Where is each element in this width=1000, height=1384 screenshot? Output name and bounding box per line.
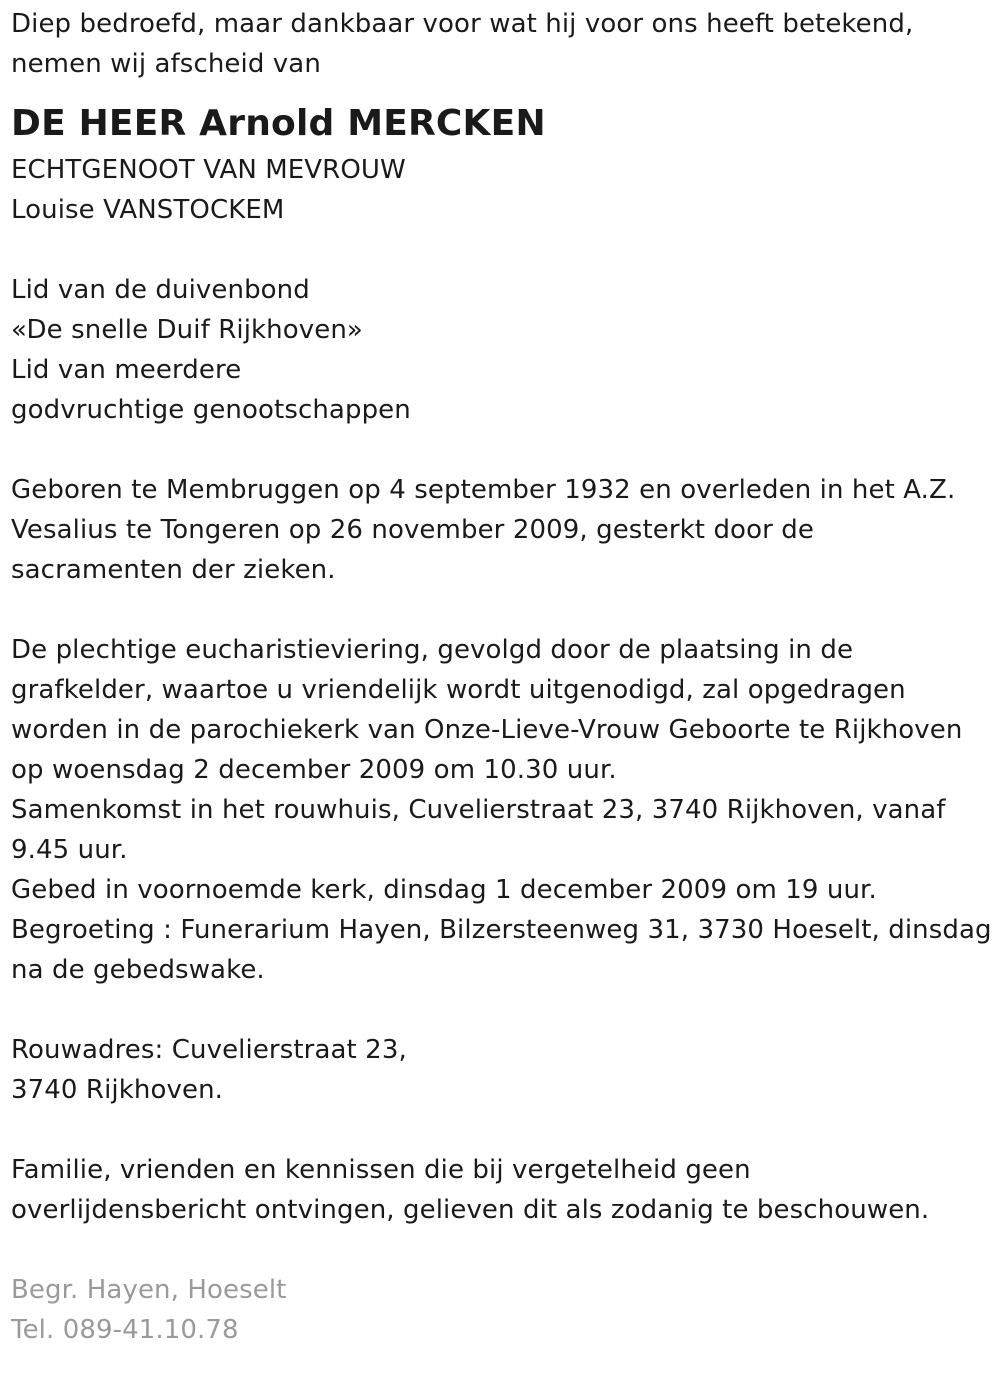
membership-line: Lid van meerdere [11, 355, 242, 385]
memberships-paragraph [11, 270, 996, 430]
ceremony-line: Samenkomst in het rouwhuis, Cuvelierstraat 23, 3740 Rijkhoven, vanaf [11, 795, 946, 825]
address-paragraph [11, 1030, 996, 1110]
spacer [11, 430, 996, 470]
deceased-name: DE HEER Arnold MERCKEN [11, 103, 546, 144]
notice-line: overlijdensbericht ontvingen, gelieven dit als zodanig te beschouwen. [11, 1195, 930, 1225]
birth-death-line: sacramenten der zieken. [11, 555, 336, 585]
spouse-label: ECHTGENOOT VAN MEVROUW [11, 155, 406, 185]
membership-line: Lid van de duivenbond [11, 275, 310, 305]
ceremony-line: worden in de parochiekerk van Onze-Lieve-Vrouw Geboorte te Rijkhoven [11, 715, 963, 745]
membership-line: godvruchtige genootschappen [11, 395, 411, 425]
birth-death-line: Vesalius te Tongeren op 26 november 2009, gesterkt door de [11, 515, 814, 545]
ceremony-line: Begroeting : Funerarium Hayen, Bilzersteenweg 31, 3730 Hoeselt, dinsdag [11, 915, 992, 945]
spacer [11, 1110, 996, 1150]
ceremony-line: grafkelder, waartoe u vriendelijk wordt uitgenodigd, zal opgedragen [11, 675, 906, 705]
intro-line: Diep bedroefd, maar dankbaar voor wat hij voor ons heeft betekend, [11, 9, 914, 39]
address-line: Rouwadres: Cuvelierstraat 23, [11, 1035, 407, 1065]
ceremony-line: Gebed in voornoemde kerk, dinsdag 1 december 2009 om 19 uur. [11, 875, 877, 905]
spacer [11, 1230, 996, 1270]
ceremony-line: op woensdag 2 december 2009 om 10.30 uur. [11, 755, 617, 785]
spouse-name: Louise VANSTOCKEM [11, 195, 285, 225]
ceremony-line: na de gebedswake. [11, 955, 265, 985]
spacer [11, 230, 996, 270]
notice-line: Familie, vrienden en kennissen die bij vergetelheid geen [11, 1155, 751, 1185]
birth-death-paragraph [11, 470, 996, 590]
intro-paragraph [11, 4, 996, 84]
funeral-home-credit [11, 1270, 996, 1350]
spacer [11, 990, 996, 1030]
ceremony-paragraph [11, 630, 996, 990]
membership-line: «De snelle Duif Rijkhoven» [11, 315, 363, 345]
spacer [11, 590, 996, 630]
ceremony-line: 9.45 uur. [11, 835, 128, 865]
birth-death-line: Geboren te Membruggen op 4 september 1932 en overleden in het A.Z. [11, 475, 956, 505]
obituary-notice [11, 4, 996, 1350]
funeral-home-name: Begr. Hayen, Hoeselt [11, 1275, 287, 1305]
funeral-home-phone: Tel. 089-41.10.78 [11, 1315, 239, 1345]
intro-line: nemen wij afscheid van [11, 49, 321, 79]
ceremony-line: De plechtige eucharistieviering, gevolgd door de plaatsing in de [11, 635, 854, 665]
notice-paragraph [11, 1150, 996, 1230]
address-line: 3740 Rijkhoven. [11, 1075, 224, 1105]
